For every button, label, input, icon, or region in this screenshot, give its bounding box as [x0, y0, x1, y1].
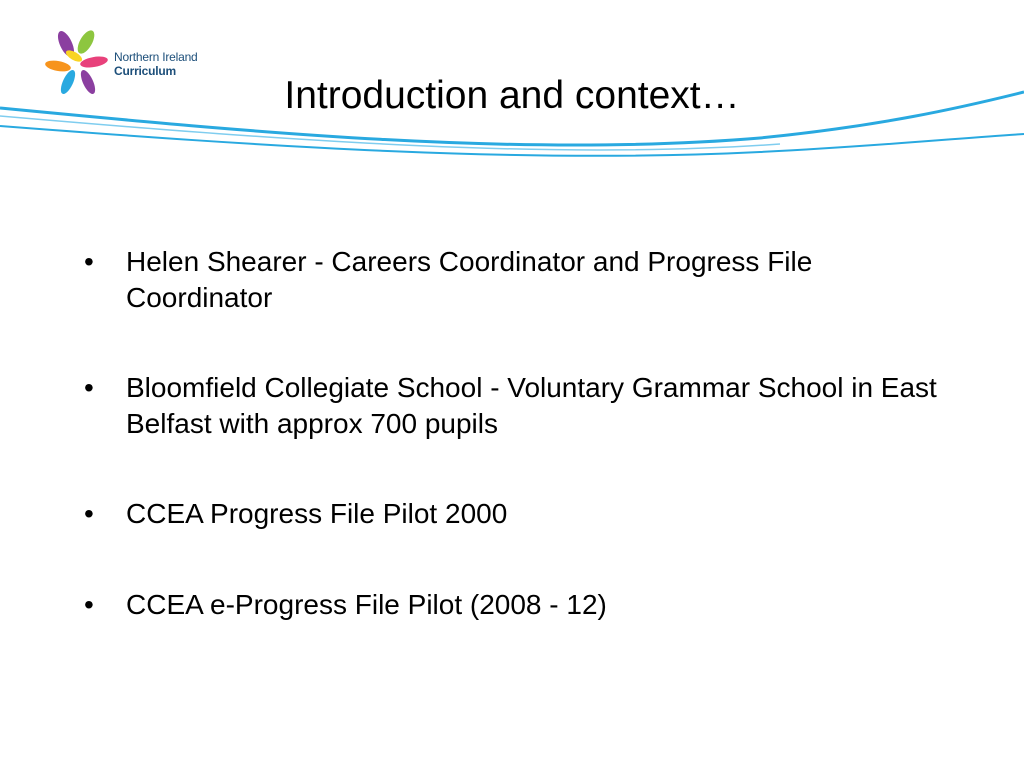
bullet-item [84, 370, 944, 442]
bullet-text: Helen Shearer - Careers Coordinator and Progress File Coordinator [126, 246, 813, 313]
bullet-text: CCEA e-Progress File Pilot (2008 - 12) [126, 589, 607, 620]
bullet-text: CCEA Progress File Pilot 2000 [126, 498, 508, 529]
bullet-list [84, 244, 944, 677]
logo-line-northern-ireland: Northern Ireland [114, 50, 198, 64]
bullet-marker: • [84, 372, 94, 403]
logo-line-curriculum: Curriculum [114, 64, 177, 78]
bullet-item [84, 496, 944, 532]
bullet-text: Bloomfield Collegiate School - Voluntary Grammar School in East Belfast with approx 700 pupils [126, 372, 937, 439]
bullet-item [84, 244, 944, 316]
bullet-item [84, 587, 944, 623]
slide-title: Introduction and context… [284, 74, 740, 117]
bullet-marker: • [84, 246, 94, 277]
bullet-marker: • [84, 589, 94, 620]
bullet-marker: • [84, 498, 94, 529]
